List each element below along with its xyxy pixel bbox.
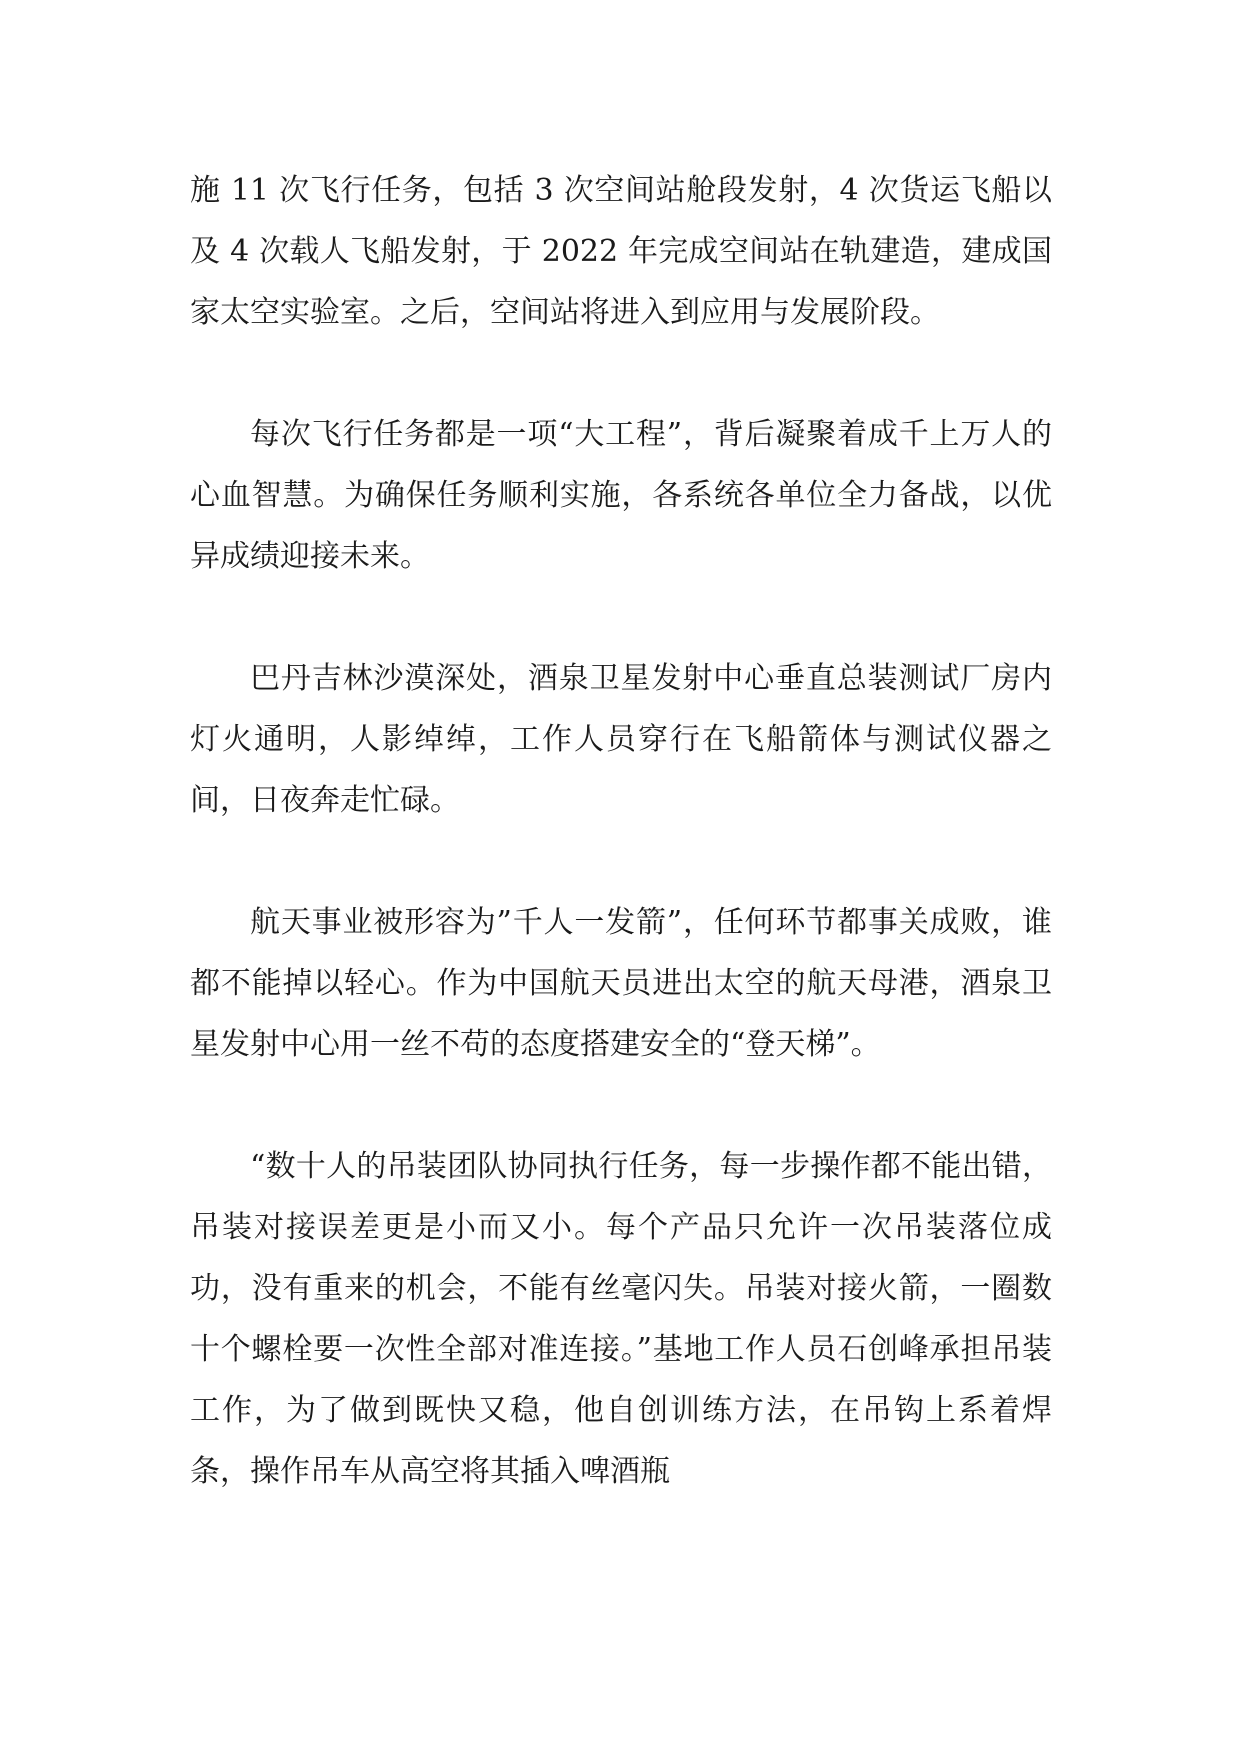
paragraph-4: 航天事业被形容为”千人一发箭”，任何环节都事关成败，谁都不能掉以轻心。作为中国航天员进出太空的航天母港，酒泉卫星发射中心用一丝不苟的态度搭建安全的“登天梯”。 [190, 905, 1052, 1062]
paragraph-3: 巴丹吉林沙漠深处，酒泉卫星发射中心垂直总装测试厂房内灯火通明，人影绰绰，工作人员穿行在飞船箭体与测试仪器之间，日夜奔走忙碌。 [190, 661, 1052, 818]
paragraph-5: “数十人的吊装团队协同执行任务，每一步操作都不能出错，吊装对接误差更是小而又小。每个产品只允许一次吊装落位成功，没有重来的机会，不能有丝毫闪失。吊装对接火箭，一圈数十个螺栓要一次性全部对准连接。”基地工作人员石创峰承担吊装工作，为了做到既快又稳，他自创训练方法，在吊钩上系着焊条，操作吊车从高空将其插入啤酒瓶 [190, 1149, 1052, 1489]
paragraph-1: 施 11 次飞行任务，包括 3 次空间站舱段发射，4 次货运飞船以及 4 次载人飞船发射，于 2022 年完成空间站在轨建造，建成国家太空实验室。之后，空间站将进入到应用与发展阶段。 [190, 173, 1052, 330]
paragraph-2: 每次飞行任务都是一项“大工程”，背后凝聚着成千上万人的心血智慧。为确保任务顺利实施，各系统各单位全力备战，以优异成绩迎接未来。 [190, 417, 1052, 574]
document-body [190, 160, 1052, 1502]
